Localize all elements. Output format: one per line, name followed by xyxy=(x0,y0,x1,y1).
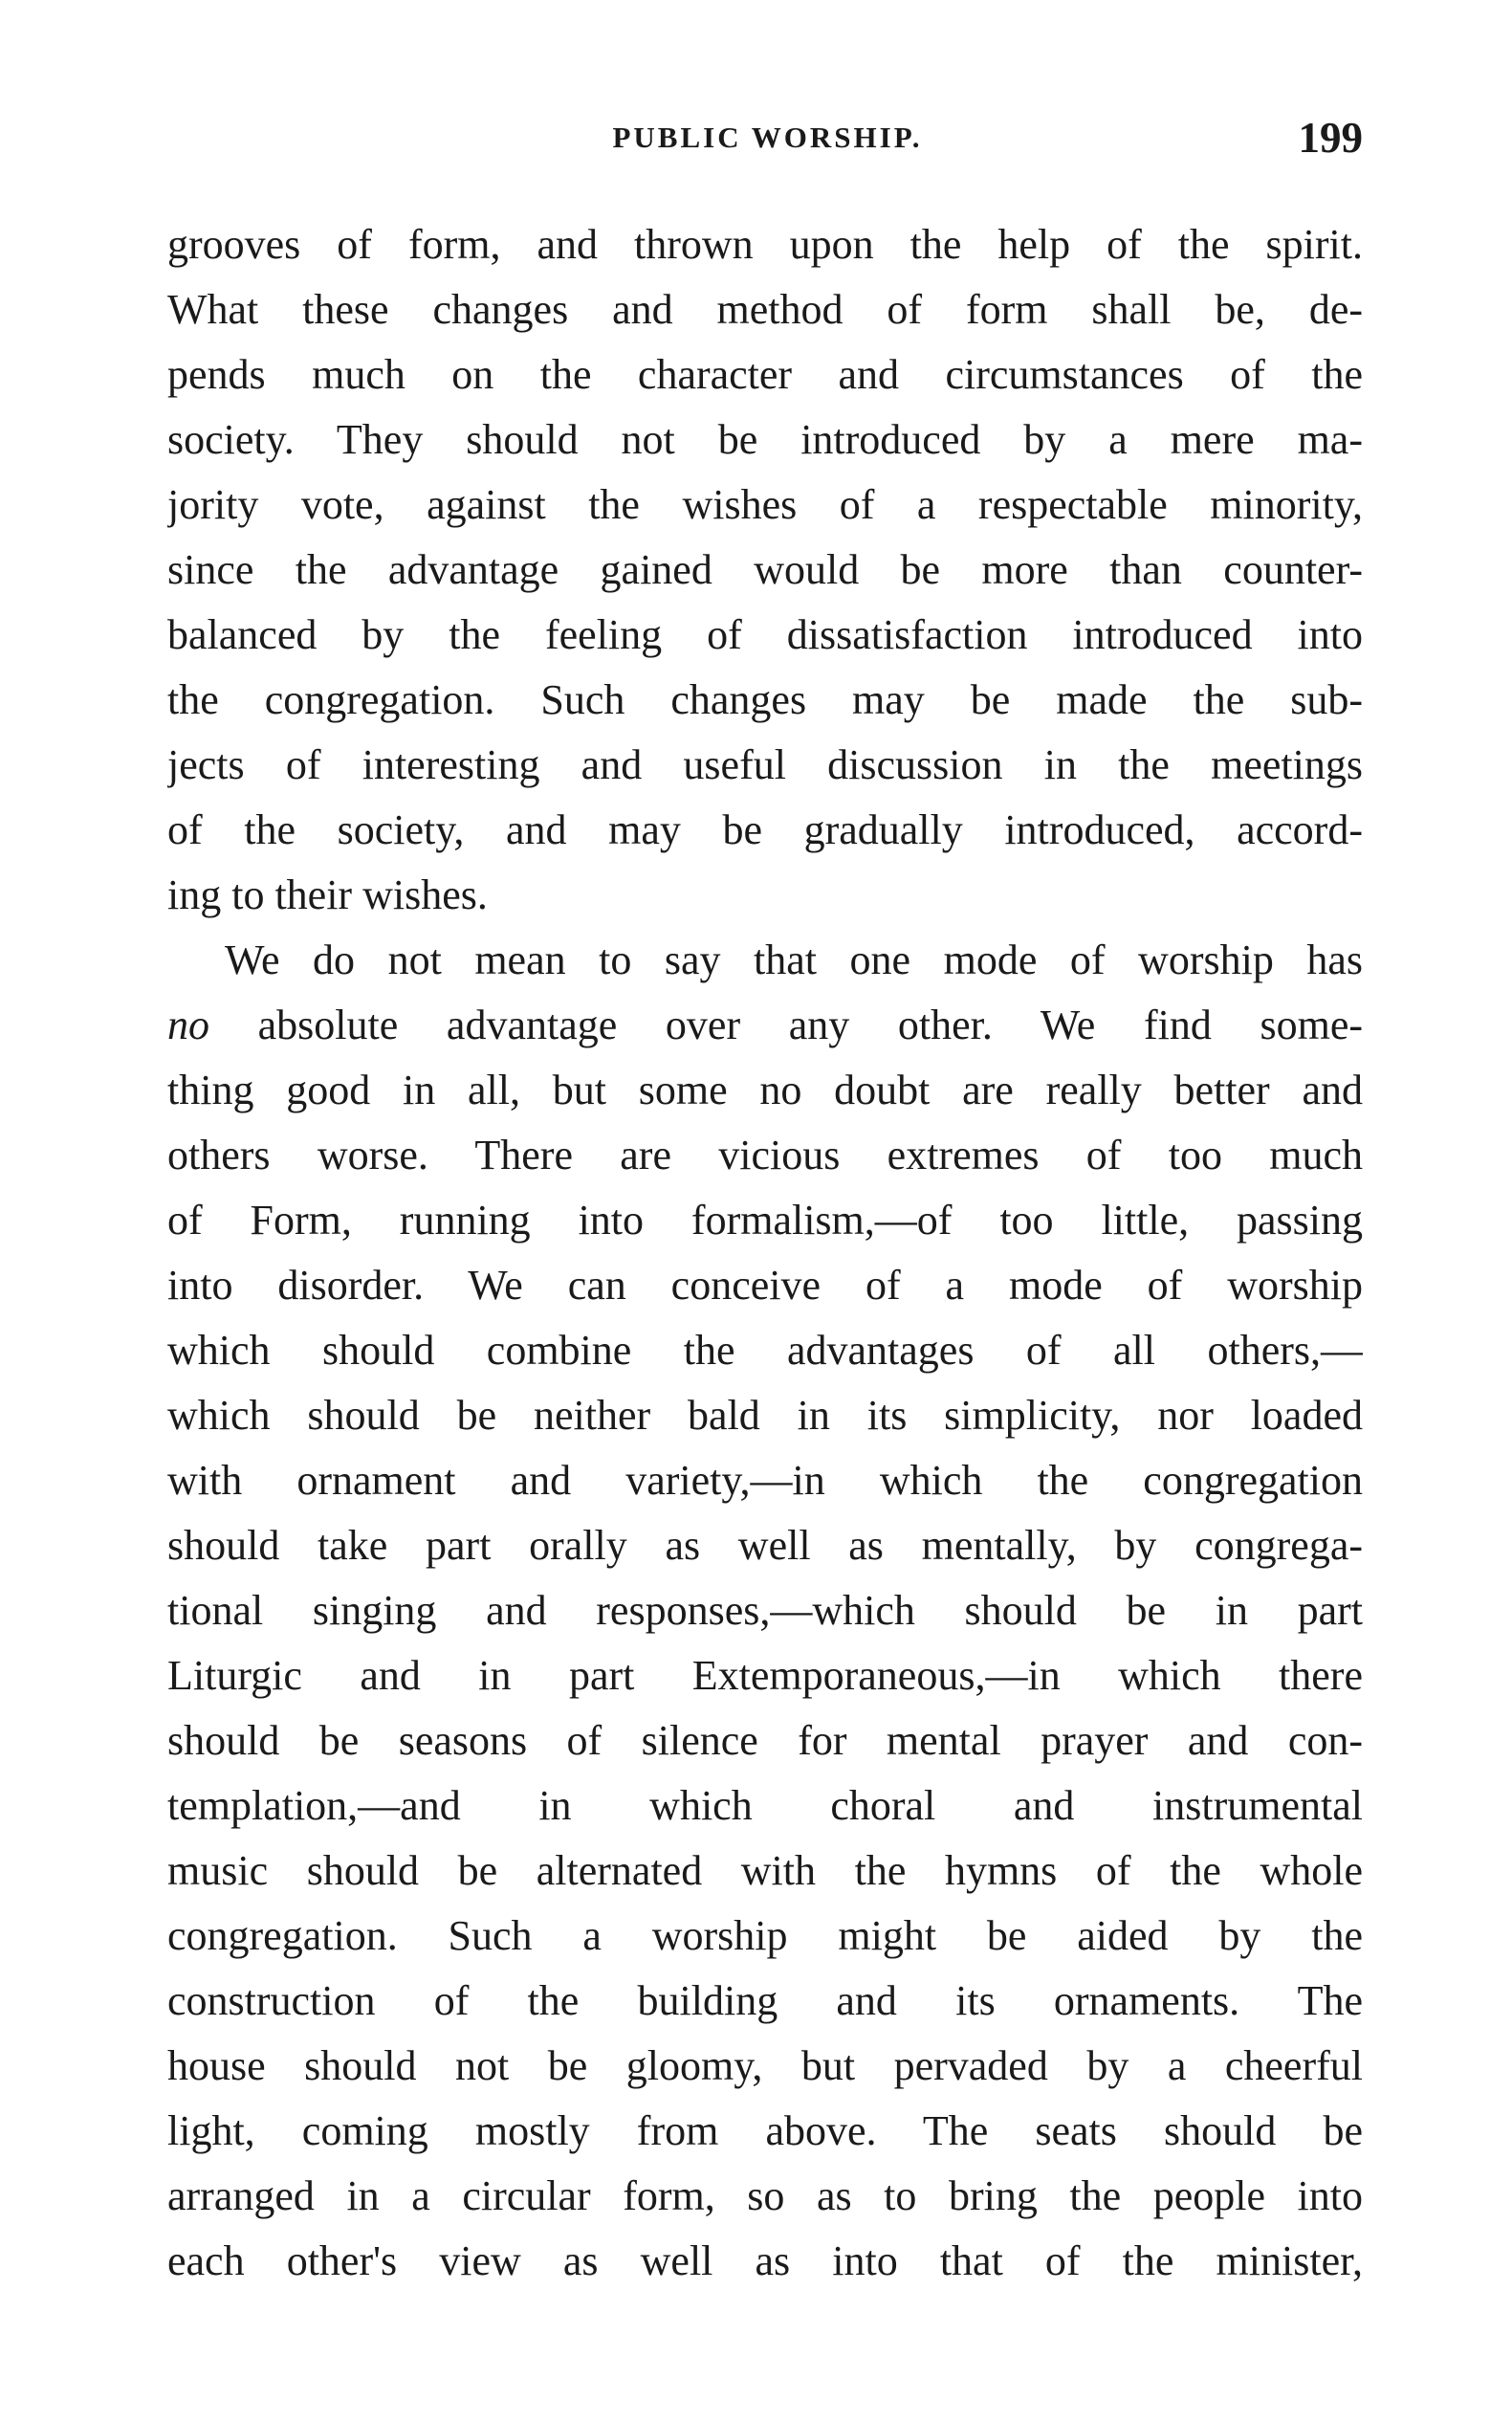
text-line: pends much on the character and circumstances of the xyxy=(167,351,1363,398)
text-line: society. They should not be introduced by a mere ma- xyxy=(167,416,1363,463)
page-number: 199 xyxy=(1298,114,1363,162)
text-line: jects of interesting and useful discussion in the meetings xyxy=(167,741,1363,788)
text-line: construction of the building and its ornaments. The xyxy=(167,1977,1363,2024)
running-title: PUBLIC WORSHIP. xyxy=(612,121,923,154)
text-line: light, coming mostly from above. The seats should be xyxy=(167,2107,1363,2154)
text-line: thing good in all, but some no doubt are really better and xyxy=(167,1067,1363,1113)
text-line: of Form, running into formalism,—of too little, passing xyxy=(167,1197,1363,1244)
text-line: each other's view as well as into that of the minister, xyxy=(167,2237,1363,2284)
text-line: ing to their wishes. xyxy=(167,871,488,918)
text-line: the congregation. Such changes may be made the sub- xyxy=(167,676,1363,723)
paragraph-2 xyxy=(167,928,1363,2294)
text-line: templation,—and in which choral and instrumental xyxy=(167,1782,1363,1829)
text-line: house should not be gloomy, but pervaded by a cheerful xyxy=(167,2042,1363,2089)
text-line: congregation. Such a worship might be aided by the xyxy=(167,1912,1363,1959)
text-line: should be seasons of silence for mental prayer and con- xyxy=(167,1717,1363,1764)
text-line: which should combine the advantages of all others,— xyxy=(167,1327,1363,1374)
page-body xyxy=(167,212,1363,2294)
running-head xyxy=(172,114,1363,178)
text-line: which should be neither bald in its simplicity, nor loaded xyxy=(167,1392,1363,1439)
text-line: into disorder. We can conceive of a mode of worship xyxy=(167,1262,1363,1309)
text-line: of the society, and may be gradually introduced, accord- xyxy=(167,806,1363,853)
text-line: arranged in a circular form, so as to bring the people into xyxy=(167,2172,1363,2219)
text-line: music should be alternated with the hymns of the whole xyxy=(167,1847,1363,1894)
text-line: with ornament and variety,—in which the congregation xyxy=(167,1457,1363,1504)
italic-word: no xyxy=(167,1002,209,1048)
text-line: jority vote, against the wishes of a respectable minority, xyxy=(167,481,1363,528)
text-line: tional singing and responses,—which should be in part xyxy=(167,1587,1363,1634)
text-line: since the advantage gained would be more than counter- xyxy=(167,546,1363,593)
text-line: grooves of form, and thrown upon the help of the spirit. xyxy=(167,221,1363,268)
text-line: balanced by the feeling of dissatisfaction introduced into xyxy=(167,611,1363,658)
text-line-rest: absolute advantage over any other. We find some- xyxy=(209,1002,1363,1048)
text-line: We do not mean to say that one mode of worship has xyxy=(225,936,1363,983)
text-line: Liturgic and in part Extemporaneous,—in which there xyxy=(167,1652,1363,1699)
text-line xyxy=(167,993,1363,1058)
text-line: What these changes and method of form shall be, de- xyxy=(167,286,1363,333)
text-line: others worse. There are vicious extremes of too much xyxy=(167,1132,1363,1178)
paragraph-1 xyxy=(167,212,1363,928)
text-line: should take part orally as well as mentally, by congrega- xyxy=(167,1522,1363,1569)
